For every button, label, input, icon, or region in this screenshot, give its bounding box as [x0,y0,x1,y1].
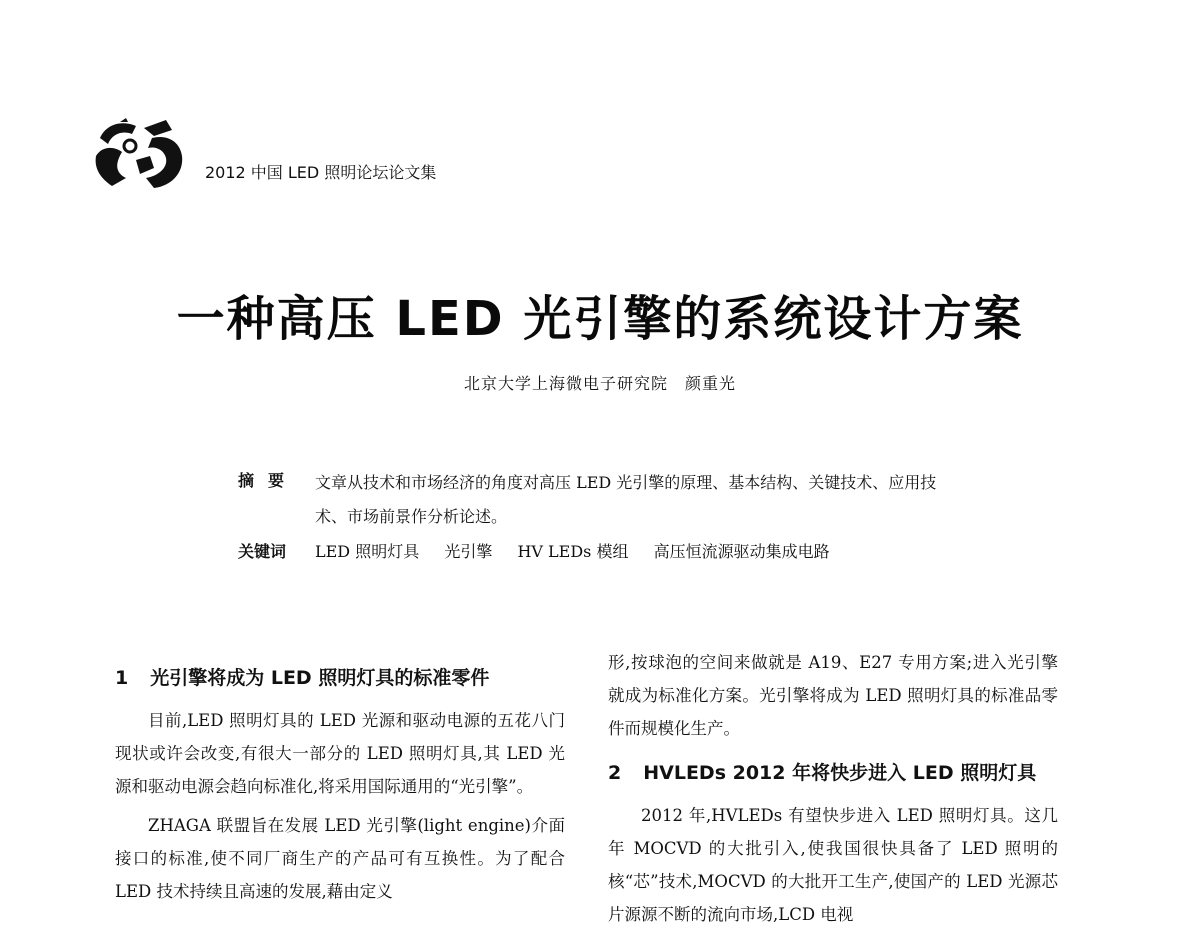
conference-logo [92,116,188,190]
paragraph: 形,按球泡的空间来做就是 A19、E27 专用方案;进入光引擎就成为标准化方案。光引擎将成为 LED 照明灯具的标准品零件而规模化生产。 [608,653,1058,738]
right-column [608,646,1058,937]
section-number: 1 [115,667,129,689]
section-title: HVLEDs 2012 年将快步进入 LED 照明灯具 [643,762,1037,784]
abstract-text: 文章从技术和市场经济的角度对高压 LED 光引擎的原理、基本结构、关键技术、应用技术、市场前景作分析论述。 [315,473,937,526]
series-title: 2012 中国 LED 照明论坛论文集 [205,163,437,182]
keywords-list [315,539,850,562]
section-number: 2 [608,762,622,784]
abstract-label: 摘要 [238,471,299,490]
keyword-item: 光引擎 [444,542,493,561]
paragraph: 目前,LED 照明灯具的 LED 光源和驱动电源的五花八门现状或许会改变,有很大一部分的 LED 照明灯具,其 LED 光源和驱动电源会趋向标准化,将采用国际通用的“光引擎”。 [115,711,565,796]
keywords-label: 关键词 [238,542,287,561]
paragraph: ZHAGA 联盟旨在发展 LED 光引擎(light engine)介面接口的标准,使不同厂商生产的产品可有互换性。为了配合 LED 技术持续且高速的发展,藉由定义 [115,816,565,901]
keyword-item: HV LEDs 模组 [517,542,629,561]
paper-title: 一种高压 LED 光引擎的系统设计方案 [176,291,1024,347]
section-title: 光引擎将成为 LED 照明灯具的标准零件 [150,667,490,689]
section-1-heading [115,662,565,694]
keyword-item: LED 照明灯具 [315,542,420,561]
paragraph: 2012 年,HVLEDs 有望快步进入 LED 照明灯具。这几年 MOCVD 的大批引入,使我国很快具备了 LED 照明的核“芯”技术,MOCVD 的大批开工生产,使国产的 LED 光源芯片源源不断的流向市场,LCD 电视 [608,806,1058,924]
left-column [115,662,565,914]
keyword-item: 高压恒流源驱动集成电路 [653,542,830,561]
section-2-heading [608,757,1058,789]
author-line: 北京大学上海微电子研究院 颜重光 [463,374,736,393]
